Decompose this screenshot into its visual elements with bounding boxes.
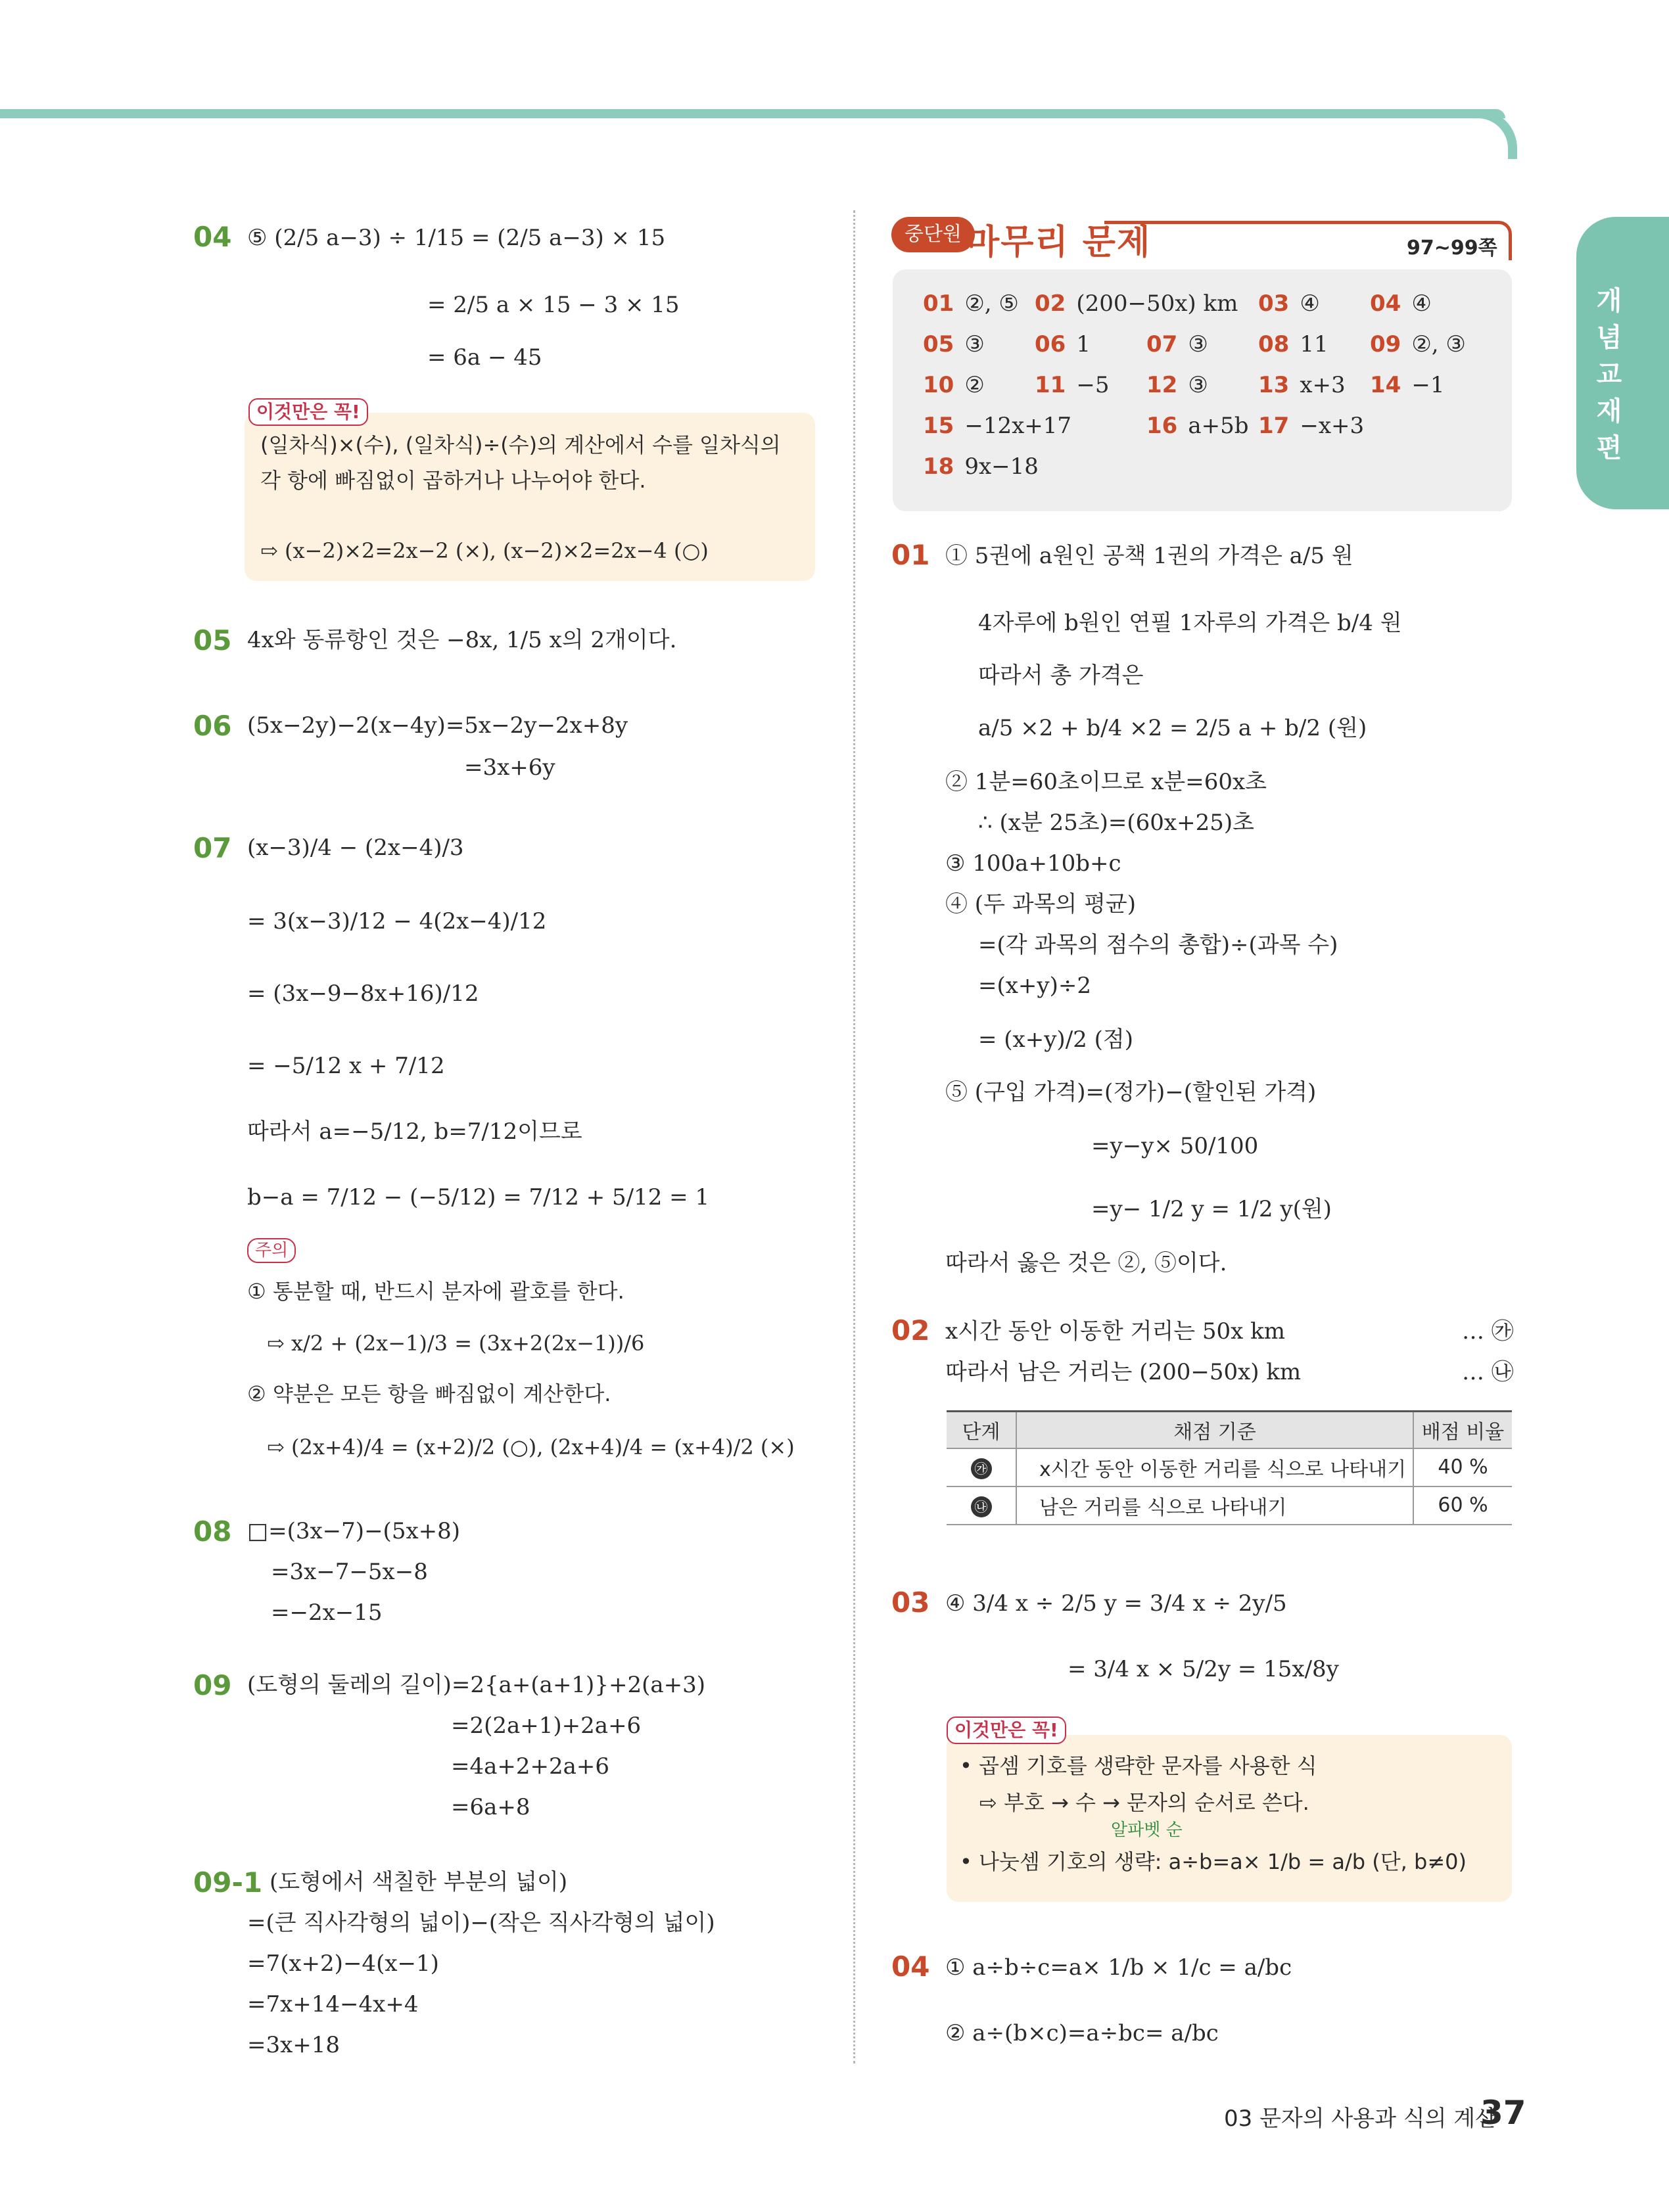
answer-value: x+3 <box>1300 372 1346 398</box>
q01-line4: a/5 ×2 + b/4 ×2 = 2/5 a + b/2 (원) <box>978 715 1367 741</box>
p07-line5: 따라서 a=−5/12, b=7/12이므로 <box>247 1118 582 1145</box>
q01-line13: =y−y× 50/100 <box>1091 1133 1259 1159</box>
answer-value: 9x−18 <box>964 453 1039 480</box>
answer-value: −12x+17 <box>964 413 1072 439</box>
solution-number-02: 02 <box>891 1314 930 1347</box>
answer-number: 15 <box>923 413 954 439</box>
answer-number: 18 <box>923 453 954 480</box>
q01-line8: ④ (두 과목의 평균) <box>945 891 1137 917</box>
header-pages: 97~99쪽 <box>1407 237 1497 260</box>
score-criteria-cell: 남은 거리를 식으로 나타내기 <box>1016 1486 1413 1525</box>
q03-line1: ④ 3/4 x ÷ 2/5 y = 3/4 x ÷ 2y/5 <box>945 1590 1287 1617</box>
tip1-line2: 각 항에 빠짐없이 곱하거나 나누어야 한다. <box>260 468 646 493</box>
answer-item <box>1258 330 1328 359</box>
p09-line3: =4a+2+2a+6 <box>451 1753 610 1780</box>
answer-item <box>1035 289 1238 318</box>
answer-number: 07 <box>1146 331 1178 357</box>
warn-line3: ② 약분은 모든 항을 빠짐없이 계산한다. <box>247 1381 611 1406</box>
score-step-cell: ㉯ <box>947 1486 1016 1525</box>
p07-line4: = −5/12 x + 7/12 <box>247 1053 445 1079</box>
score-step-cell: ㉮ <box>947 1448 1016 1486</box>
answer-value: ④ <box>1300 290 1320 317</box>
answer-value: a+5b <box>1188 413 1249 439</box>
answer-value: ③ <box>1188 372 1208 398</box>
q04-line2: ② a÷(b×c)=a÷bc= a/bc <box>945 2020 1219 2046</box>
p09-line1: (도형의 둘레의 길이)=2{a+(a+1)}+2(a+3) <box>247 1672 705 1698</box>
answer-number: 08 <box>1258 331 1290 357</box>
solution-number-04: 04 <box>891 1950 930 1983</box>
answer-item <box>1370 371 1444 400</box>
solution-number-01: 01 <box>891 539 930 571</box>
tip2-line1: • 곱셈 기호를 생략한 문자를 사용한 식 <box>960 1753 1317 1778</box>
p06-line2: =3x+6y <box>464 754 555 781</box>
q03-line2: = 3/4 x × 5/2y = 15x/8y <box>1068 1656 1339 1682</box>
answer-number: 04 <box>1370 290 1401 317</box>
answer-key-box <box>893 269 1512 511</box>
q02-line1: x시간 동안 이동한 거리는 50x km <box>945 1318 1285 1345</box>
p091-line1: (도형에서 색칠한 부분의 넓이) <box>270 1869 568 1895</box>
answer-value: −5 <box>1076 372 1110 398</box>
solution-number-03: 03 <box>891 1586 930 1619</box>
p08-line3: =−2x−15 <box>271 1600 383 1626</box>
q01-line2: 4자루에 b원인 연필 1자루의 가격은 b/4 원 <box>978 610 1402 636</box>
answer-item <box>1146 411 1248 440</box>
q01-line12: ⑤ (구입 가격)=(정가)−(할인된 가격) <box>945 1079 1317 1105</box>
p07-line1: (x−3)/4 − (2x−4)/3 <box>247 835 464 861</box>
answer-item <box>1035 371 1109 400</box>
p07-line2: = 3(x−3)/12 − 4(2x−4)/12 <box>247 908 547 934</box>
warn-line4: ⇨ (2x+4)/4 = (x+2)/2 (○), (2x+4)/4 = (x+4)/2 (×) <box>267 1435 795 1460</box>
p04-line3: = 6a − 45 <box>427 344 542 371</box>
p091-line3: =7(x+2)−4(x−1) <box>247 1950 439 1977</box>
score-header-step: 단계 <box>947 1412 1016 1448</box>
table-row <box>947 1486 1512 1525</box>
answer-item <box>923 330 985 359</box>
p05-line1: 4x와 동류항인 것은 −8x, 1/5 x의 2개이다. <box>247 627 677 653</box>
answer-number: 14 <box>1370 372 1401 398</box>
answer-value: 1 <box>1076 331 1091 357</box>
p091-line4: =7x+14−4x+4 <box>247 1991 419 2017</box>
p07-line3: = (3x−9−8x+16)/12 <box>247 980 479 1007</box>
score-criteria-cell: x시간 동안 이동한 거리를 식으로 나타내기 <box>1016 1448 1413 1486</box>
answer-value: ③ <box>964 331 985 357</box>
answer-value: ② <box>964 372 985 398</box>
answer-item <box>1370 330 1466 359</box>
answer-item <box>1146 330 1208 359</box>
problem-number-08: 08 <box>193 1515 232 1548</box>
tip2-line2: ⇨ 부호 → 수 → 문자의 순서로 쓴다. <box>979 1790 1309 1815</box>
answer-item <box>1258 371 1346 400</box>
score-ratio-cell: 60 % <box>1413 1486 1512 1525</box>
top-decor-bar <box>0 109 1505 118</box>
p09-line2: =2(2a+1)+2a+6 <box>451 1713 642 1739</box>
tip2-line4: • 나눗셈 기호의 생략: a÷b=a× 1/b = a/b (단, b≠0) <box>960 1849 1467 1874</box>
q01-line5: ② 1분=60초이므로 x분=60x초 <box>945 769 1267 795</box>
answer-value: 11 <box>1300 331 1328 357</box>
q02-line2: 따라서 남은 거리는 (200−50x) km <box>945 1359 1302 1385</box>
answer-number: 16 <box>1146 413 1178 439</box>
answer-number: 13 <box>1258 372 1290 398</box>
answer-value: ②, ⑤ <box>964 290 1019 317</box>
answer-number: 03 <box>1258 290 1290 317</box>
q01-line14: =y− 1/2 y = 1/2 y(원) <box>1091 1196 1332 1222</box>
answer-number: 05 <box>923 331 954 357</box>
p08-line1: □=(3x−7)−(5x+8) <box>247 1518 461 1544</box>
answer-number: 09 <box>1370 331 1401 357</box>
answer-item <box>923 371 985 400</box>
warn-line1: ① 통분할 때, 반드시 분자에 괄호를 한다. <box>247 1279 624 1304</box>
tip2-note: 알파벳 순 <box>1111 1820 1183 1840</box>
top-decor-curve <box>1458 109 1517 159</box>
problem-number-06: 06 <box>193 710 232 742</box>
score-header-ratio: 배점 비율 <box>1413 1412 1512 1448</box>
footer-chapter: 03 문자의 사용과 식의 계산 <box>1224 2106 1497 2132</box>
p04-line1: ⑤ (2/5 a−3) ÷ 1/15 = (2/5 a−3) × 15 <box>247 225 666 251</box>
problem-number-05: 05 <box>193 624 232 657</box>
warning-label: 주의 <box>247 1238 296 1263</box>
answer-number: 10 <box>923 372 954 398</box>
p091-line5: =3x+18 <box>247 2032 341 2058</box>
column-divider <box>853 210 855 2063</box>
problem-number-09: 09 <box>193 1669 232 1701</box>
q01-line9: =(각 과목의 점수의 총합)÷(과목 수) <box>978 932 1338 958</box>
p091-line2: =(큰 직사각형의 넓이)−(작은 직사각형의 넓이) <box>247 1910 715 1936</box>
tip1-line1: (일차식)×(수), (일차식)÷(수)의 계산에서 수를 일차식의 <box>260 432 781 457</box>
problem-number-04: 04 <box>193 221 232 253</box>
p04-line2: = 2/5 a × 15 − 3 × 15 <box>427 292 680 318</box>
answer-number: 11 <box>1035 372 1066 398</box>
q01-line11: = (x+y)/2 (점) <box>978 1026 1133 1053</box>
answer-number: 06 <box>1035 331 1066 357</box>
header-title: 마무리 문제 <box>966 223 1152 262</box>
answer-number: 12 <box>1146 372 1178 398</box>
score-ratio-cell: 40 % <box>1413 1448 1512 1486</box>
q04-line1: ① a÷b÷c=a× 1/b × 1/c = a/bc <box>945 1954 1292 1981</box>
answer-number: 02 <box>1035 290 1066 317</box>
answer-item <box>923 411 1071 440</box>
problem-number-09-1: 09-1 <box>193 1866 263 1899</box>
scoring-table <box>947 1410 1512 1525</box>
answer-value: ④ <box>1411 290 1432 317</box>
answer-item <box>923 452 1039 481</box>
answer-value: (200−50x) km <box>1076 290 1238 317</box>
q01-line3: 따라서 총 가격은 <box>978 662 1144 689</box>
answer-value: ③ <box>1188 331 1208 357</box>
answer-value: ②, ③ <box>1411 331 1466 357</box>
p07-line6: b−a = 7/12 − (−5/12) = 7/12 + 5/12 = 1 <box>247 1184 710 1210</box>
q01-line10: =(x+y)÷2 <box>978 973 1092 999</box>
warn-line2: ⇨ x/2 + (2x−1)/3 = (3x+2(2x−1))/6 <box>267 1331 645 1356</box>
table-row <box>947 1448 1512 1486</box>
answer-number: 01 <box>923 290 954 317</box>
score-header-criteria: 채점 기준 <box>1016 1412 1413 1448</box>
header-pill: 중단원 <box>891 217 975 252</box>
answer-value: −x+3 <box>1300 413 1365 439</box>
q01-line1: ① 5권에 a원인 공책 1권의 가격은 a/5 원 <box>945 543 1353 569</box>
tip1-line3: ⇨ (x−2)×2=2x−2 (×), (x−2)×2=2x−4 (○) <box>260 538 709 563</box>
p06-line1: (5x−2y)−2(x−4y)=5x−2y−2x+8y <box>247 712 628 739</box>
answer-item <box>1258 289 1320 318</box>
q02-step-mark-1: … ㉮ <box>1462 1318 1514 1345</box>
p09-line4: =6a+8 <box>451 1794 530 1820</box>
problem-number-07: 07 <box>193 832 232 864</box>
q02-step-mark-2: … ㉯ <box>1462 1359 1514 1385</box>
page-number: 37 <box>1480 2094 1526 2132</box>
tip-label-1: 이것만은 꼭! <box>248 398 368 426</box>
answer-number: 17 <box>1258 413 1290 439</box>
q01-line7: ③ 100a+10b+c <box>945 850 1121 877</box>
answer-item <box>1370 289 1432 318</box>
answer-value: −1 <box>1411 372 1445 398</box>
tip-label-2: 이것만은 꼭! <box>947 1717 1066 1744</box>
answer-item <box>1258 411 1364 440</box>
side-tab-label: 개념교재편 <box>1596 286 1622 463</box>
answer-item <box>1035 330 1091 359</box>
p08-line2: =3x−7−5x−8 <box>271 1559 428 1585</box>
q01-line6: ∴ (x분 25초)=(60x+25)초 <box>978 810 1254 836</box>
answer-item <box>923 289 1019 318</box>
q01-line15: 따라서 옳은 것은 ②, ⑤이다. <box>945 1250 1227 1276</box>
answer-item <box>1146 371 1208 400</box>
